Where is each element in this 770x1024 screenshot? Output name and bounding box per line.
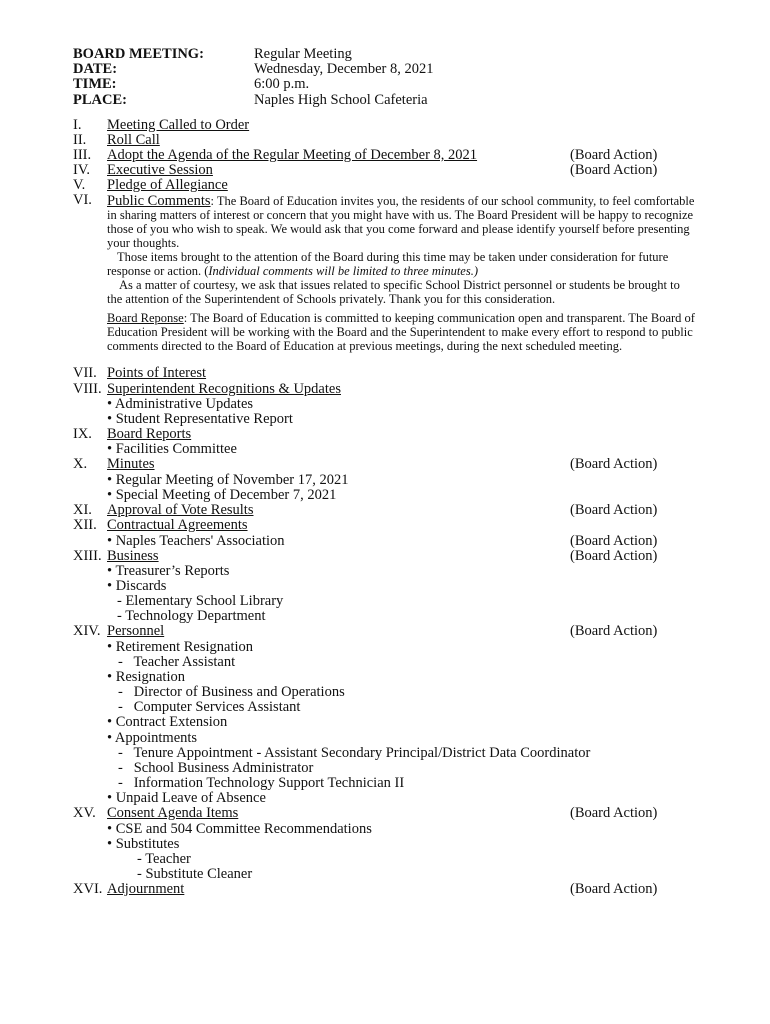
bullet-icon: • xyxy=(107,472,113,488)
list-item: • Unpaid Leave of Absence xyxy=(107,790,266,806)
board-action-label: (Board Action) xyxy=(570,533,658,549)
item-number: VII. xyxy=(73,365,97,381)
list-item: • Discards xyxy=(107,578,167,594)
item-number: XV. xyxy=(73,805,96,821)
board-action-label: (Board Action) xyxy=(570,502,658,518)
bullet-icon: • xyxy=(107,487,113,503)
item-number: XIII. xyxy=(73,548,102,564)
list-item: • Facilities Committee xyxy=(107,441,237,457)
item-number: II. xyxy=(73,132,87,148)
item-number: V. xyxy=(73,177,86,193)
item-number: XII. xyxy=(73,517,97,533)
bullet-icon: • xyxy=(107,821,113,837)
list-item: • Contract Extension xyxy=(107,714,228,730)
item-title-adjournment: Adjournment xyxy=(107,881,185,897)
list-item: • Student Representative Report xyxy=(107,411,293,427)
board-action-label: (Board Action) xyxy=(570,548,658,564)
item-title-business: Business xyxy=(107,548,159,564)
bullet-icon: • xyxy=(107,441,113,457)
board-response-paragraph xyxy=(107,311,697,353)
bullet-icon: • xyxy=(107,563,113,579)
list-subitem: - Teacher Assistant xyxy=(118,654,236,670)
list-item: • Retirement Resignation xyxy=(107,639,254,655)
item-title-personnel: Personnel xyxy=(107,623,165,639)
item-title-vote-results: Approval of Vote Results xyxy=(107,502,254,518)
list-item: • Treasurer’s Reports xyxy=(107,563,230,579)
public-comments-paragraph xyxy=(107,194,697,250)
item-title-pledge: Pledge of Allegiance xyxy=(107,177,228,193)
list-subitem: - Director of Business and Operations xyxy=(118,684,345,700)
list-item: • Resignation xyxy=(107,669,185,685)
board-action-label: (Board Action) xyxy=(570,623,658,639)
board-response-label: Board Reponse xyxy=(107,311,184,325)
list-item: • Naples Teachers' Association xyxy=(107,533,285,549)
item-title-public-comments: Public Comments xyxy=(107,193,211,209)
list-subitem: - Elementary School Library xyxy=(117,593,284,609)
item-number: XVI. xyxy=(73,881,103,897)
board-action-label: (Board Action) xyxy=(570,805,658,821)
item-title-superintendent-updates: Superintendent Recognitions & Updates xyxy=(107,381,341,397)
list-subitem: - Information Technology Support Technician II xyxy=(118,775,405,791)
item-title-meeting-called-to-order: Meeting Called to Order xyxy=(107,117,250,133)
item-title-consent-agenda: Consent Agenda Items xyxy=(107,805,239,821)
bullet-icon: • xyxy=(107,669,113,685)
place-value: Naples High School Cafeteria xyxy=(254,92,428,108)
bullet-icon: • xyxy=(107,836,113,852)
list-item: • Special Meeting of December 7, 2021 xyxy=(107,487,337,503)
bullet-icon: • xyxy=(107,790,113,806)
list-subitem: - Teacher xyxy=(137,851,191,867)
board-meeting-value: Regular Meeting xyxy=(254,46,352,62)
list-item: • Appointments xyxy=(107,730,198,746)
item-title-adopt-agenda: Adopt the Agenda of the Regular Meeting of December 8, 2021 xyxy=(107,147,478,163)
bullet-icon: • xyxy=(107,411,113,427)
item-number: IV. xyxy=(73,162,91,178)
time-limit-note: Individual comments will be limited to three minutes.) xyxy=(208,264,478,278)
item-title-points-of-interest: Points of Interest xyxy=(107,365,207,381)
item-title-minutes: Minutes xyxy=(107,456,155,472)
item-title-board-reports: Board Reports xyxy=(107,426,192,442)
item-title-contractual-agreements: Contractual Agreements xyxy=(107,517,248,533)
list-item: • CSE and 504 Committee Recommendations xyxy=(107,821,372,837)
item-number: XIV. xyxy=(73,623,101,639)
item-number: XI. xyxy=(73,502,92,518)
bullet-icon: • xyxy=(107,714,113,730)
public-comments-note: Those items brought to the attention of the Board during this time may be taken under consideration for future response or action. ( xyxy=(107,250,669,278)
list-item: • Substitutes xyxy=(107,836,180,852)
bullet-icon: • xyxy=(107,639,113,655)
board-action-label: (Board Action) xyxy=(570,147,658,163)
item-number: I. xyxy=(73,117,82,133)
bullet-icon: • xyxy=(107,578,113,594)
date-value: Wednesday, December 8, 2021 xyxy=(254,61,434,77)
item-number: IX. xyxy=(73,426,92,442)
item-number: VI. xyxy=(73,192,92,208)
item-number: VIII. xyxy=(73,381,102,397)
place-label: PLACE: xyxy=(73,92,127,108)
list-subitem: - Tenure Appointment - Assistant Secondary Principal/District Data Coordinator xyxy=(118,745,591,761)
bullet-icon: • xyxy=(107,396,113,412)
public-comments-note-paragraph xyxy=(107,250,697,278)
time-value: 6:00 p.m. xyxy=(254,76,310,92)
board-action-label: (Board Action) xyxy=(570,162,658,178)
board-meeting-label: BOARD MEETING: xyxy=(73,46,204,62)
board-action-label: (Board Action) xyxy=(570,456,658,472)
date-label: DATE: xyxy=(73,61,118,77)
courtesy-paragraph: As a matter of courtesy, we ask that issues related to specific School District personnel or students be brought to the attention of the Superintendent of Schools privately. Thank you for this consideration. xyxy=(107,278,680,306)
list-subitem: - Substitute Cleaner xyxy=(137,866,253,882)
board-response-text: : The Board of Education is committed to keeping communication open and transparent. The Board of Education President will be working with the Board and the Superintendent to make every effort to respond to public comments directed to the Board of Education at previous meetings, during the next scheduled meeting. xyxy=(107,311,695,353)
bullet-icon: • xyxy=(107,533,113,549)
board-action-label: (Board Action) xyxy=(570,881,658,897)
item-number: X. xyxy=(73,456,88,472)
list-item: • Administrative Updates xyxy=(107,396,254,412)
public-comments-text: : The Board of Education invites you, the residents of our school community, to feel comfortable in sharing matters of interest or concern that you might have with us. The Board President will be happy to recognize those of you who wish to speak. We would ask that you come forward and please identify yourself before presenting your thoughts. xyxy=(107,194,695,250)
time-label: TIME: xyxy=(73,76,117,92)
list-subitem: - Technology Department xyxy=(117,608,266,624)
bullet-icon: • xyxy=(107,730,113,746)
item-number: III. xyxy=(73,147,92,163)
item-title-executive-session: Executive Session xyxy=(107,162,213,178)
list-subitem: - School Business Administrator xyxy=(118,760,314,776)
list-item: • Regular Meeting of November 17, 2021 xyxy=(107,472,349,488)
item-title-roll-call: Roll Call xyxy=(107,132,160,148)
list-subitem: - Computer Services Assistant xyxy=(118,699,301,715)
